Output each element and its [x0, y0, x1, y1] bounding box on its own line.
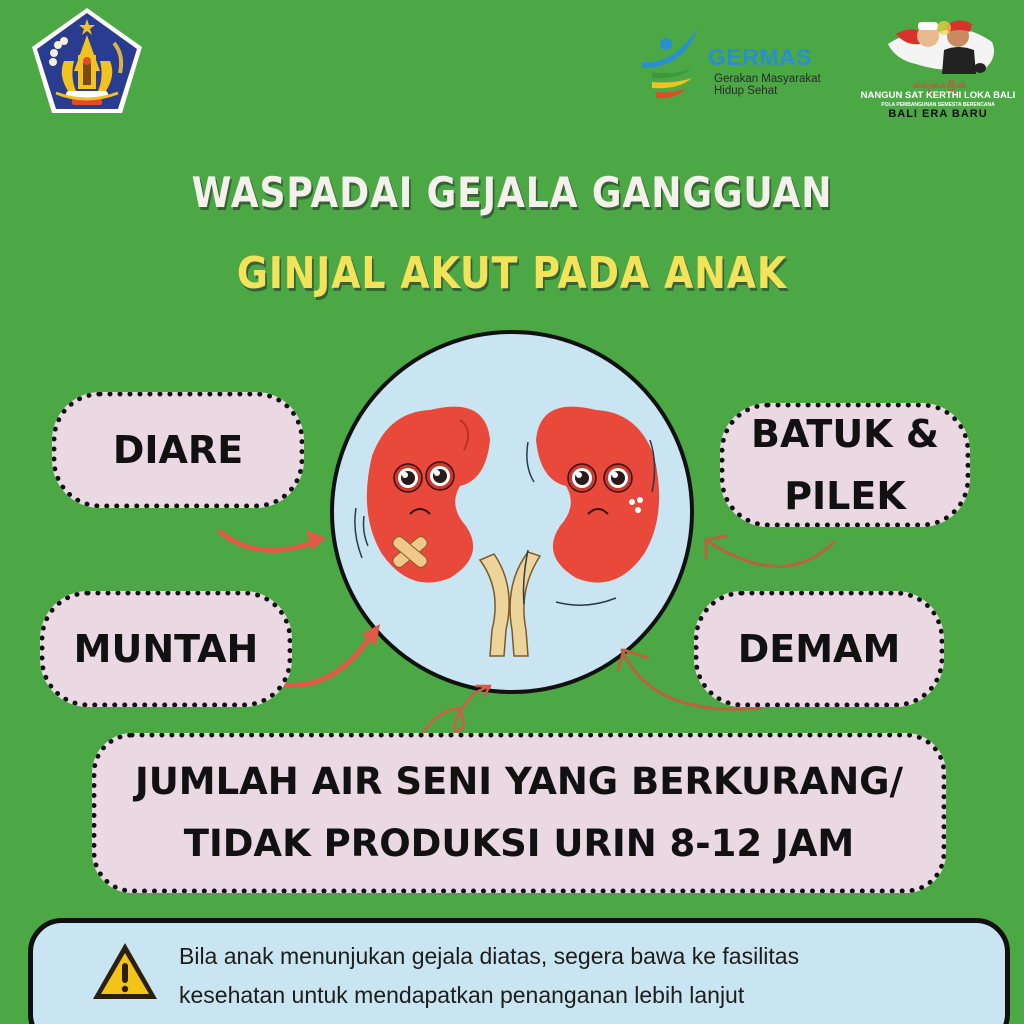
symptom-batuk-pilek — [720, 403, 970, 527]
pola-pembangunan-text: POLA PEMBANGUNAN SEMESTA BERENCANA — [881, 102, 995, 108]
symptom-label: MUNTAH — [73, 627, 259, 671]
balinese-script-text: ꦤꦔꦸꦤ꧀ꦱꦠ꧀ꦏꦼꦂꦠꦶ — [912, 81, 968, 90]
sad-kidneys-icon — [330, 330, 694, 694]
symptom-label: DEMAM — [737, 627, 901, 671]
arrow-batuk-icon — [706, 536, 834, 567]
symptom-muntah — [40, 591, 292, 707]
symptom-label-line-1: JUMLAH AIR SENI YANG BERKURANG/ — [134, 760, 904, 803]
warning-text-line-1: Bila anak menunjukan gejala diatas, segera bawa ke fasilitas — [179, 943, 800, 969]
germas-logo-icon — [638, 22, 710, 112]
title-line-1: WASPADAI GEJALA GANGGUAN — [191, 168, 833, 217]
symptom-demam — [694, 591, 944, 707]
warning-text — [179, 937, 799, 1015]
bali-era-baru-text: BALI ERA BARU — [888, 108, 988, 120]
bali-province-crest-icon — [28, 5, 146, 117]
bali-era-baru-logo — [858, 10, 1018, 122]
arrow-diare-icon — [220, 530, 326, 550]
germas-title: GERMAS — [708, 44, 812, 70]
germas-logo — [638, 22, 828, 112]
warning-text-line-2: kesehatan untuk mendapatkan penanganan lebih lanjut — [179, 982, 745, 1008]
symptom-label-line-2: PILEK — [784, 474, 906, 518]
symptom-urine-reduced — [92, 733, 946, 893]
symptom-label-line-2: TIDAK PRODUKSI URIN 8-12 JAM — [183, 822, 855, 865]
title-line-2: GINJAL AKUT PADA ANAK — [236, 248, 788, 299]
bali-era-baru-logo-icon — [882, 10, 1002, 80]
symptom-label-line-1: BATUK & — [750, 412, 939, 456]
germas-subtitle: Gerakan Masyarakat Hidup Sehat — [714, 73, 821, 97]
warning-triangle-icon — [89, 939, 161, 1003]
symptom-label: DIARE — [112, 428, 244, 472]
nangun-sat-kerthi-text: NANGUN SAT KERTHI LOKA BALI — [860, 90, 1016, 101]
warning-notice — [28, 918, 1010, 1024]
symptom-diare — [52, 392, 304, 508]
